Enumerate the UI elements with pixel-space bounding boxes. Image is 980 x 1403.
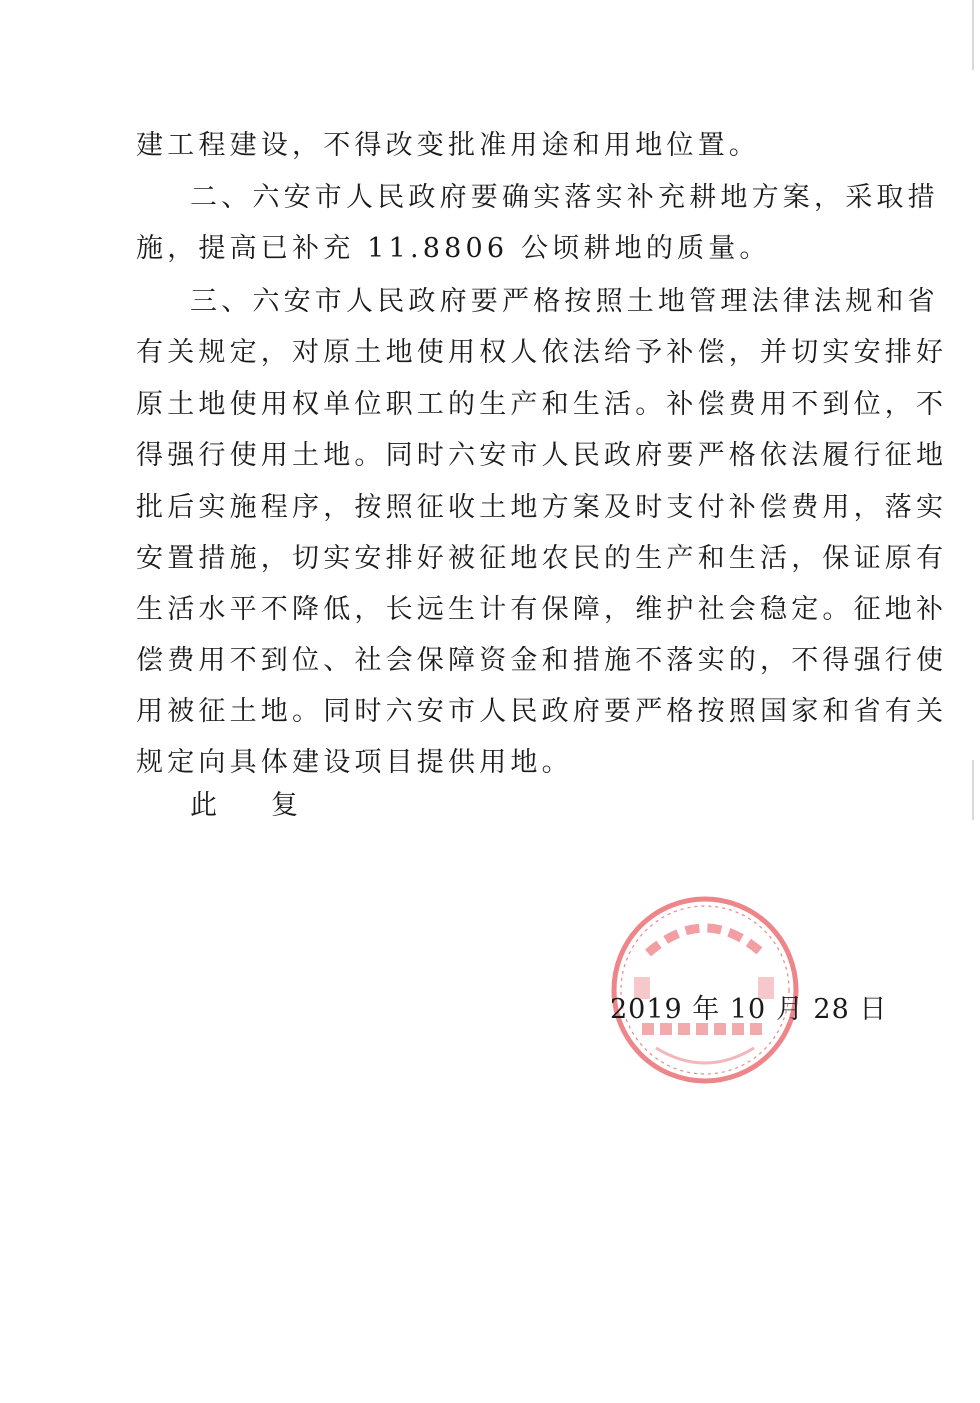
scan-edge-mark [972, 760, 974, 820]
reply-closing [190, 788, 298, 824]
paragraph-3-line-2: 有关规定，对原土地使用权人依法给予补偿，并切实安排好 [136, 337, 948, 368]
paragraph-3-line-8: 偿费用不到位、社会保障资金和措施不落实的，不得强行使 [136, 645, 948, 676]
paragraph-2-line-2: 施，提高已补充 11.8806 公顷耕地的质量。 [136, 233, 771, 264]
paragraph-3-line-3: 原土地使用权单位职工的生产和生活。补偿费用不到位，不 [136, 389, 948, 420]
official-seal-icon [608, 893, 802, 1087]
paragraph-3-line-10: 规定向具体建设项目提供用地。 [136, 747, 573, 778]
paragraph-3-line-4: 得强行使用土地。同时六安市人民政府要严格依法履行征地 [136, 440, 948, 471]
paragraph-2-line-1: 二、六安市人民政府要确实落实补充耕地方案，采取措 [190, 182, 939, 213]
paragraph-3-line-9: 用被征土地。同时六安市人民政府要严格按照国家和省有关 [136, 696, 948, 727]
reply-char-1: 此 [190, 790, 217, 821]
paragraph-3-line-7: 生活水平不降低，长远生计有保障，维护社会稳定。征地补 [136, 594, 948, 625]
reply-char-2: 复 [271, 790, 298, 821]
issue-date: 2019 年 10 月 28 日 [610, 994, 888, 1025]
paragraph-3-line-6: 安置措施，切实安排好被征地农民的生产和生活，保证原有 [136, 543, 948, 574]
paragraph-3-line-1: 三、六安市人民政府要严格按照土地管理法律法规和省 [190, 286, 939, 317]
paragraph-3-line-5: 批后实施程序，按照征收土地方案及时支付补偿费用，落实 [136, 492, 948, 523]
scan-edge-mark [972, 0, 974, 70]
text-line-1: 建工程建设，不得改变批准用途和用地位置。 [136, 130, 760, 161]
